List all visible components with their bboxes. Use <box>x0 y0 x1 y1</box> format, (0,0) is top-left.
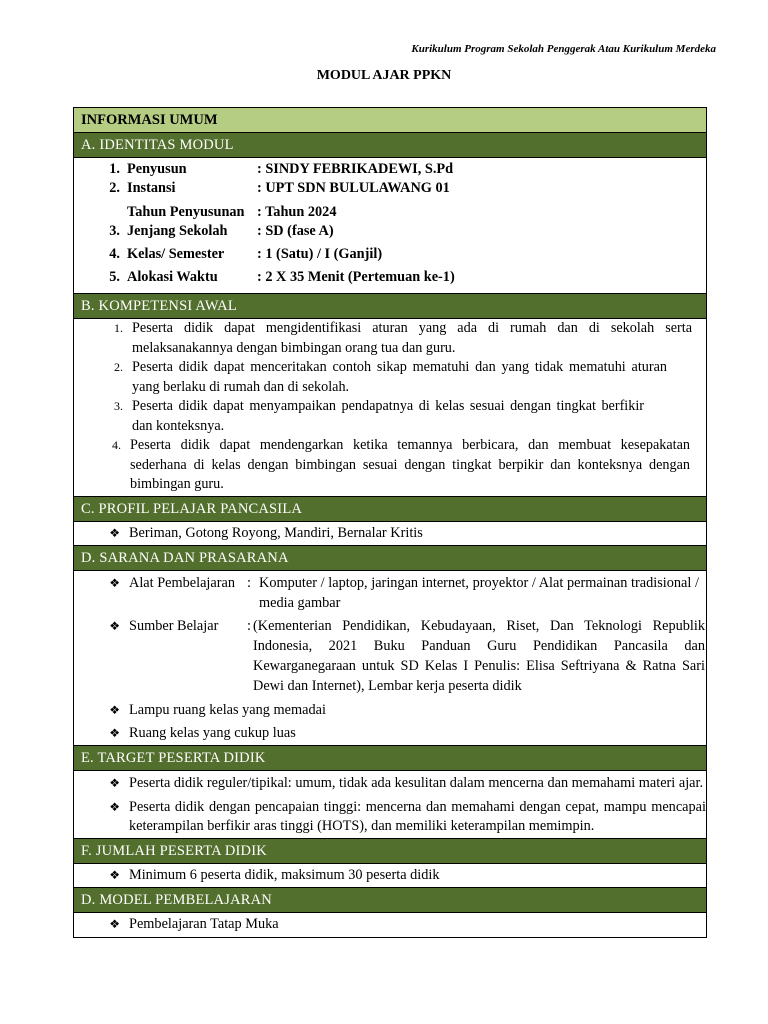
row-value: : 2 X 35 Menit (Pertemuan ke-1) <box>257 269 455 285</box>
item-text: Peserta didik dapat mendengarkan ketika temannya berbicara, dan membuat kesepakatan sederhana di kelas dengan bimbingan sesuai dengan tingkat berpikir dan konteksnya dengan bimbingan guru. <box>130 437 690 492</box>
item-text: (Kementerian Pendidikan, Kebudayaan, Riset, Dan Teknologi Republik Indonesia, 2021 Buku Panduan Guru Pendidikan Pancasila dan Kewarganegaraan untuk SD Kelas I Penulis: Elisa Seftriyana & Ratna Sari Dewi dan Internet), Lembar kerja peserta didik <box>253 618 705 694</box>
kompetensi-item <box>74 358 706 397</box>
identitas-row <box>74 180 706 204</box>
row-key: Penyusun <box>127 161 187 177</box>
target-body <box>74 771 706 839</box>
list-item <box>74 774 706 794</box>
item-text: Peserta didik dapat mengidentifikasi aturan yang ada di rumah dan di sekolah serta melaksanakannya dengan bimbingan orang tua dan guru. <box>132 320 692 356</box>
jumlah-body <box>74 864 706 889</box>
identitas-row <box>74 246 706 269</box>
item-text: Lampu ruang kelas yang memadai <box>129 702 326 718</box>
section-identitas-header: A. IDENTITAS MODUL <box>74 133 706 158</box>
section-target-header: E. TARGET PESERTA DIDIK <box>74 746 706 771</box>
model-body <box>74 913 706 937</box>
item-text: Peserta didik reguler/tipikal: umum, tidak ada kesulitan dalam mencerna dan memahami materi ajar. <box>129 775 704 791</box>
bullet-icon: ❖ <box>109 917 120 931</box>
row-key: Tahun Penyusunan <box>127 204 245 220</box>
profil-body <box>74 522 706 547</box>
identitas-body <box>74 158 706 294</box>
identitas-row <box>74 223 706 246</box>
row-number: 1. <box>109 161 120 177</box>
item-text: Beriman, Gotong Royong, Mandiri, Bernalar Kritis <box>129 524 423 541</box>
row-number: 4. <box>109 246 120 262</box>
module-table <box>73 107 707 938</box>
bullet-icon: ❖ <box>109 726 120 740</box>
section-profil-header: C. PROFIL PELAJAR PANCASILA <box>74 497 706 522</box>
list-item <box>74 866 706 886</box>
bullet-icon: ❖ <box>109 576 120 590</box>
section-sarana-header: D. SARANA DAN PRASARANA <box>74 546 706 571</box>
bullet-icon: ❖ <box>109 776 120 790</box>
list-item <box>74 915 706 935</box>
item-number: 4. <box>112 438 121 452</box>
list-item <box>74 699 706 722</box>
bullet-icon: ❖ <box>109 619 120 633</box>
item-text: Pembelajaran Tatap Muka <box>129 916 279 932</box>
curriculum-note: Kurikulum Program Sekolah Penggerak Atau Kurikulum Merdeka <box>411 43 716 55</box>
identitas-row <box>74 269 706 290</box>
kompetensi-item <box>74 319 706 358</box>
sarana-item <box>74 616 706 696</box>
list-item <box>74 524 706 544</box>
sarana-body <box>74 571 706 746</box>
item-text: Minimum 6 peserta didik, maksimum 30 peserta didik <box>129 866 440 883</box>
row-key: Kelas/ Semester <box>127 246 225 262</box>
item-key: Sumber Belajar <box>129 618 219 634</box>
document-title: MODUL AJAR PPKN <box>316 68 452 83</box>
bullet-icon: ❖ <box>109 525 120 540</box>
row-value: : Tahun 2024 <box>257 204 337 220</box>
identitas-row <box>74 161 706 180</box>
item-key: Alat Pembelajaran <box>129 575 235 591</box>
kompetensi-item <box>74 436 706 495</box>
kompetensi-body <box>74 319 706 497</box>
row-key: Alokasi Waktu <box>127 269 218 285</box>
item-number: 2. <box>114 360 123 374</box>
identitas-row <box>74 204 706 223</box>
row-key: Instansi <box>127 180 176 196</box>
item-text: Komputer / laptop, jaringan internet, proyektor / Alat permainan tradisional / media gambar <box>259 575 699 611</box>
bullet-icon: ❖ <box>109 799 120 814</box>
row-value: : SD (fase A) <box>257 223 334 239</box>
row-value: : UPT SDN BULULAWANG 01 <box>257 180 450 196</box>
item-text: Ruang kelas yang cukup luas <box>129 725 296 741</box>
item-number: 3. <box>114 399 123 413</box>
info-umum-header: INFORMASI UMUM <box>74 108 706 133</box>
row-key: Jenjang Sekolah <box>127 223 228 239</box>
colon: : <box>247 618 251 634</box>
list-item <box>74 722 706 745</box>
colon: : <box>247 575 251 591</box>
section-kompetensi-header: B. KOMPETENSI AWAL <box>74 294 706 319</box>
row-value: : SINDY FEBRIKADEWI, S.Pd <box>257 161 454 177</box>
row-number: 2. <box>109 180 120 196</box>
kompetensi-item <box>74 397 706 436</box>
item-text: Peserta didik dapat menyampaikan pendapatnya di kelas sesuai dengan tingkat berfikir dan konteksnya. <box>132 398 644 434</box>
item-text: Peserta didik dengan pencapaian tinggi: mencerna dan memahami dengan cepat, mampu mencapai keterampilan berfikir aras tinggi (HOTS), dan memiliki keterampilan memimpin. <box>129 798 706 834</box>
item-text: Peserta didik dapat menceritakan contoh sikap mematuhi dan yang tidak mematuhi aturan yang berlaku di rumah dan di sekolah. <box>132 359 667 395</box>
bullet-icon: ❖ <box>109 703 120 717</box>
item-number: 1. <box>114 321 123 335</box>
row-number: 3. <box>109 223 120 239</box>
row-value: : 1 (Satu) / I (Ganjil) <box>257 246 383 262</box>
bullet-icon: ❖ <box>109 867 120 882</box>
list-item <box>74 798 706 837</box>
row-number: 5. <box>109 269 120 285</box>
section-model-header: D. MODEL PEMBELAJARAN <box>74 888 706 913</box>
sarana-item <box>74 573 706 613</box>
section-jumlah-header: F. JUMLAH PESERTA DIDIK <box>74 839 706 864</box>
